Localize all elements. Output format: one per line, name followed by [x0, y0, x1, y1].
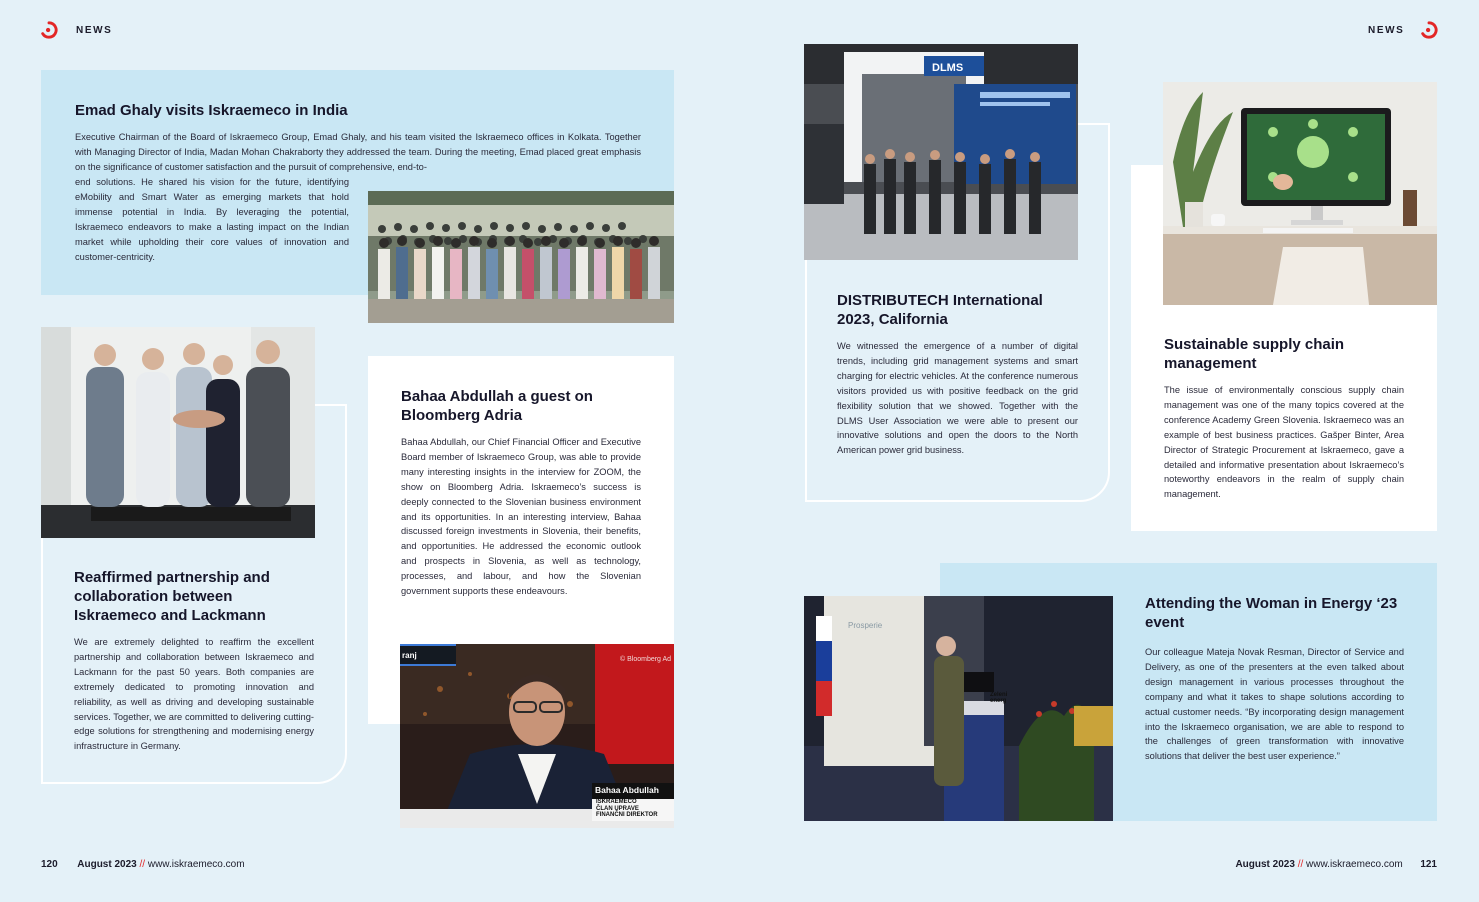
supply-article-body: The issue of environmentally conscious supply chain management was one of the many topics covered at the conference Academy Green Slovenia. Iskraemeco was an example of best business practices. Gašper Binter, Area Director of Strategic Procurement at Iskraemeco, gave a detailed and informative presentation about Iskraemeco’s noteworthy endeavors in the realm of supply chain management.	[1164, 385, 1404, 500]
tv-guest-name: Bahaa Abdullah	[595, 785, 659, 795]
issue-date-right: August 2023	[1235, 859, 1295, 870]
bahaa-article-body: Bahaa Abdullah, our Chief Financial Officer and Executive Board member of Iskraemeco Group, was able to provide many interesting insights in the interview for ZOOM, the show on Bloomberg Adria. Iskraemeco’s success is deeply connected to the Slovenian business environment and its opportunities. In an interesting interview, Bahaa discussed foreign investments in Slovenia, their benefits, and opportunities. He addressed the economic outlook and prospects in Slovenia, as well as technology, processes, and labour, and how the Slovenian government supports these endeavours.	[401, 437, 641, 597]
kolkata-team-photo	[368, 191, 674, 323]
distributech-booth-photo	[804, 44, 1078, 260]
emad-article-body-top: Executive Chairman of the Board of Iskraemeco Group, Emad Ghaly, and his team visited the Iskraemeco offices in Kolkata. Together with Managing Director of India, Madan Mohan Chakraborty they addressed the team. During the meeting, Emad placed great emphasis on the significance of customer satisfaction and the pursuit of comprehensive, end-to-	[75, 132, 641, 172]
tv-caption-line-2: ČLAN UPRAVE	[596, 805, 639, 812]
dlms-sign: DLMS	[932, 62, 964, 74]
footer-separator-right: //	[1297, 859, 1304, 870]
iskraemeco-logo-icon	[40, 21, 58, 39]
distributech-article-title: DISTRIBUTECH International 2023, California	[837, 292, 1043, 328]
podium-screen-text: Zeleni energ	[990, 692, 1008, 704]
event-banner-text: Prosperie	[848, 621, 883, 630]
tv-guest-caption	[596, 799, 658, 819]
bahaa-article-title: Bahaa Abdullah a guest on Bloomberg Adria	[401, 388, 593, 424]
website-link-left[interactable]: www.iskraemeco.com	[147, 859, 245, 870]
woman-article-body: Our colleague Mateja Novak Resman, Director of Service and Delivery, as one of the presenters at the even talked about design management in various processes throughout the company and what it takes to shape solutions according to actual customer needs. “By incorporating design management into the Iskraemeco organisation, we are able to respond to the challenges of green transformation with innovative solutions that deliver the best user experience.”	[1145, 647, 1404, 762]
footer-right	[1235, 859, 1437, 870]
tv-lower-tag: ranj	[402, 651, 417, 660]
bloomberg-watermark: © Bloomberg Ad	[620, 656, 672, 663]
iskraemeco-logo-icon	[1420, 21, 1438, 39]
issue-date-left: August 2023	[77, 859, 137, 870]
emad-article-title: Emad Ghaly visits Iskraemeco in India	[75, 102, 348, 119]
bloomberg-interview-photo	[400, 644, 674, 828]
page-number-left: 120	[41, 859, 58, 870]
section-label-left: NEWS	[76, 25, 113, 36]
distributech-article-body: We witnessed the emergence of a number of digital trends, including grid management systems and smart charging for electric vehicles. At the conference numerous visitors provided us with positive feedback on the grid flexibility solution that we showed. Together with the DLMS User Association we were able to present our innovative solutions and open the doors to the North American power grid business.	[837, 341, 1078, 456]
page-number-right: 121	[1420, 859, 1437, 870]
lackmann-article-body: We are extremely delighted to reaffirm the excellent partnership and collaboration between Iskraemeco and Lackmann for the past 50 years. Both companies are extremely dedicated to promoting innovation and reliability, as well as driving and developing sustainable services. Together, we are committed to delivering cutting-edge solutions for strengthening and modernising energy infrastructure in Germany.	[74, 637, 314, 752]
footer-left	[41, 859, 245, 870]
green-monitor-photo	[1163, 82, 1437, 305]
tv-caption-line-3: FINANČNI DIREKTOR	[596, 812, 658, 818]
woman-in-energy-photo	[804, 596, 1113, 821]
emad-article-body-side: end solutions. He shared his vision for the future, identifying eMobility and Smart Water as emerging markets that hold immense potential in India. By leveraging the potential, Iskraemeco endeavors to make a lasting impact on the Indian market while upholding their core values of innovation and customer-centricity.	[75, 177, 349, 262]
handshake-photo	[41, 327, 315, 538]
section-label-right: NEWS	[1368, 25, 1405, 36]
tv-caption-line-1: ISKRAEMECO	[596, 799, 637, 805]
supply-article-title: Sustainable supply chain management	[1164, 336, 1345, 372]
website-link-right[interactable]: www.iskraemeco.com	[1306, 859, 1403, 870]
woman-article-title: Attending the Woman in Energy ‘23 event	[1145, 595, 1398, 631]
lackmann-article-title: Reaffirmed partnership and collaboration between Iskraemeco and Lackmann	[74, 569, 270, 624]
footer-separator-left: //	[139, 859, 146, 870]
